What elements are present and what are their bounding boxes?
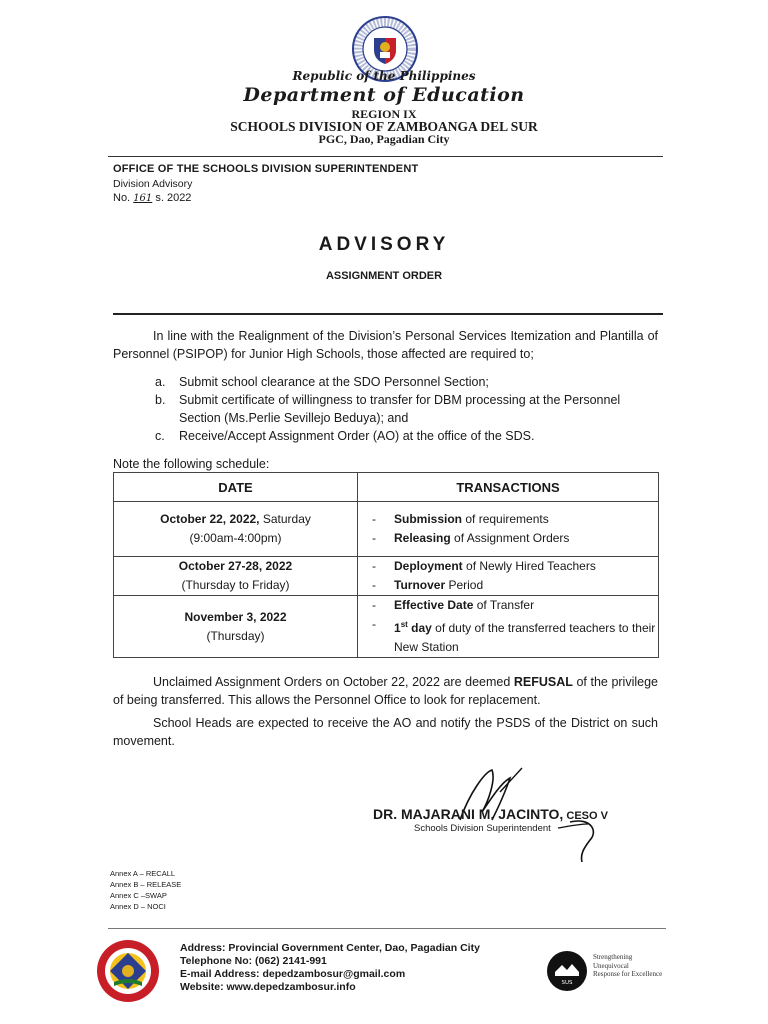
requirement-item: [155, 391, 660, 427]
sus-slogan-line: Unequivocal: [593, 961, 629, 970]
table-row: [114, 596, 659, 658]
transaction-keyword: Turnover: [394, 578, 446, 592]
requirement-text: Submit certificate of willingness to transfer for DBM processing at the Personnel Section (Ms.Perlie Sevillejo Beduya); and: [179, 393, 621, 425]
sus-slogan-line: Strengthening: [593, 953, 633, 961]
transaction-keyword: Submission: [394, 512, 463, 526]
date-cell: [114, 557, 358, 596]
unclaimed-text: Unclaimed Assignment Orders on October 22, 2022 are deemed: [153, 675, 514, 689]
requirement-letter: c.: [155, 429, 165, 443]
signatory-name: [373, 806, 608, 822]
table-header-row: [114, 473, 659, 502]
footer-email: E-mail Address: depedzambosur@gmail.com: [180, 968, 406, 980]
document-title: ADVISORY: [318, 234, 450, 255]
footer-divider: [108, 928, 666, 929]
date-detail: (9:00am-4:00pm): [189, 531, 282, 545]
transactions-cell: [358, 557, 659, 596]
advisory-number: [113, 192, 191, 204]
transactions-cell: [358, 502, 659, 557]
transaction-keyword: Releasing: [394, 531, 451, 545]
date-day: Saturday: [259, 512, 311, 526]
refusal-keyword: REFUSAL: [513, 675, 573, 689]
transaction-item: - Submission of requirements: [372, 512, 549, 526]
requirement-item: [155, 373, 660, 391]
school-heads-paragraph: School Heads are expected to receive the AO and notify the PSDS of the District on such movement.: [113, 716, 658, 748]
transaction-keyword: 1: [394, 621, 401, 635]
transaction-keyword: Effective Date: [394, 598, 474, 612]
transaction-text: of Assignment Orders: [450, 531, 570, 545]
department-heading: Department of Education: [243, 84, 525, 106]
advisory-no-value: 161: [133, 193, 153, 204]
transaction-item: - Effective Date of Transfer: [372, 598, 535, 612]
schedule-note: Note the following schedule:: [113, 457, 270, 471]
footer-website: Website: www.depedzambosur.info: [180, 981, 356, 993]
advisory-label: Division Advisory: [113, 178, 193, 190]
transactions-cell: [358, 596, 659, 658]
requirement-text: Receive/Accept Assignment Order (AO) at the office of the SDS.: [179, 429, 535, 443]
requirement-letter: b.: [155, 393, 166, 407]
transaction-item: - Turnover Period: [372, 578, 484, 592]
requirement-item: [155, 427, 660, 445]
sus-badge-text: SUS: [561, 980, 573, 986]
advisory-no-label: No.: [113, 192, 131, 204]
transaction-text: of requirements: [462, 512, 549, 526]
intro-paragraph: In line with the Realignment of the Division’s Personal Services Itemization and Plantilla of Personnel (PSIPOP) for Junior High Schools, those affected are required to;: [113, 329, 658, 361]
transaction-text: Period: [445, 578, 484, 592]
requirement-letter: a.: [155, 375, 166, 389]
unclaimed-text-end: of the privilege of being transferred. This allows the Personnel Office to look for replacement.: [113, 675, 658, 707]
date-cell: [114, 596, 358, 658]
ordinal-suffix: st: [400, 620, 408, 629]
unclaimed-paragraph: [113, 673, 658, 709]
schedule-table: [113, 472, 659, 658]
transaction-text: of duty of the transferred teachers to their New Station: [394, 621, 656, 654]
division-address: PGC, Dao, Pagadian City: [318, 132, 450, 146]
date-main: November 3, 2022: [184, 609, 287, 624]
annex-item: Annex A – RECALL: [110, 869, 176, 878]
office-name: OFFICE OF THE SCHOOLS DIVISION SUPERINTENDENT: [113, 163, 419, 175]
division-heading: SCHOOLS DIVISION OF ZAMBOANGA DEL SUR: [230, 119, 538, 134]
footer-telephone: Telephone No: (062) 2141-991: [180, 955, 327, 967]
sus-slogan: [593, 953, 662, 979]
region-heading: REGION IX: [351, 107, 417, 121]
transaction-item: - Releasing of Assignment Orders: [372, 531, 570, 545]
column-header-transactions: TRANSACTIONS: [358, 473, 659, 502]
title-divider: [113, 313, 663, 315]
date-main: October 27-28, 2022: [178, 559, 293, 573]
sus-slogan-line: Response for Excellence: [593, 970, 663, 978]
transaction-text: of Newly Hired Teachers: [462, 559, 596, 573]
document-subtitle: ASSIGNMENT ORDER: [325, 270, 443, 282]
footer-address: Address: Provincial Government Center, Dao, Pagadian City: [180, 942, 480, 954]
annex-item: Annex B – RELEASE: [110, 880, 182, 889]
transaction-keyword: Deployment: [394, 559, 463, 573]
date-detail: (Thursday to Friday): [181, 578, 290, 592]
transaction-keyword: day: [407, 621, 432, 635]
requirement-text: Submit school clearance at the SDO Personnel Section;: [179, 375, 489, 389]
date-main: October 22, 2022,: [160, 512, 260, 526]
annex-item: Annex D – NOCI: [110, 902, 166, 911]
transaction-item: - Deployment of Newly Hired Teachers: [372, 559, 596, 573]
header-divider: [108, 156, 663, 157]
signatory-title: Schools Division Superintendent: [414, 823, 551, 834]
transaction-item: - 1st day of duty of the transferred teachers to their New Station: [372, 617, 656, 654]
date-cell: [114, 502, 358, 557]
division-seal-logo: [88, 938, 168, 1004]
sus-badge-icon: [546, 950, 588, 992]
transaction-text: of Transfer: [473, 598, 535, 612]
signatory-name-text: DR. MAJARANI M. JACINTO,: [373, 806, 564, 822]
date-detail: (Thursday): [206, 628, 265, 643]
annex-item: Annex C –SWAP: [110, 891, 167, 900]
republic-heading: Republic of the Philippines: [292, 69, 476, 83]
signatory-suffix: CESO V: [563, 810, 608, 822]
advisory-series: s. 2022: [155, 192, 192, 204]
table-row: [114, 557, 659, 596]
column-header-date: DATE: [114, 473, 358, 502]
table-row: [114, 502, 659, 557]
